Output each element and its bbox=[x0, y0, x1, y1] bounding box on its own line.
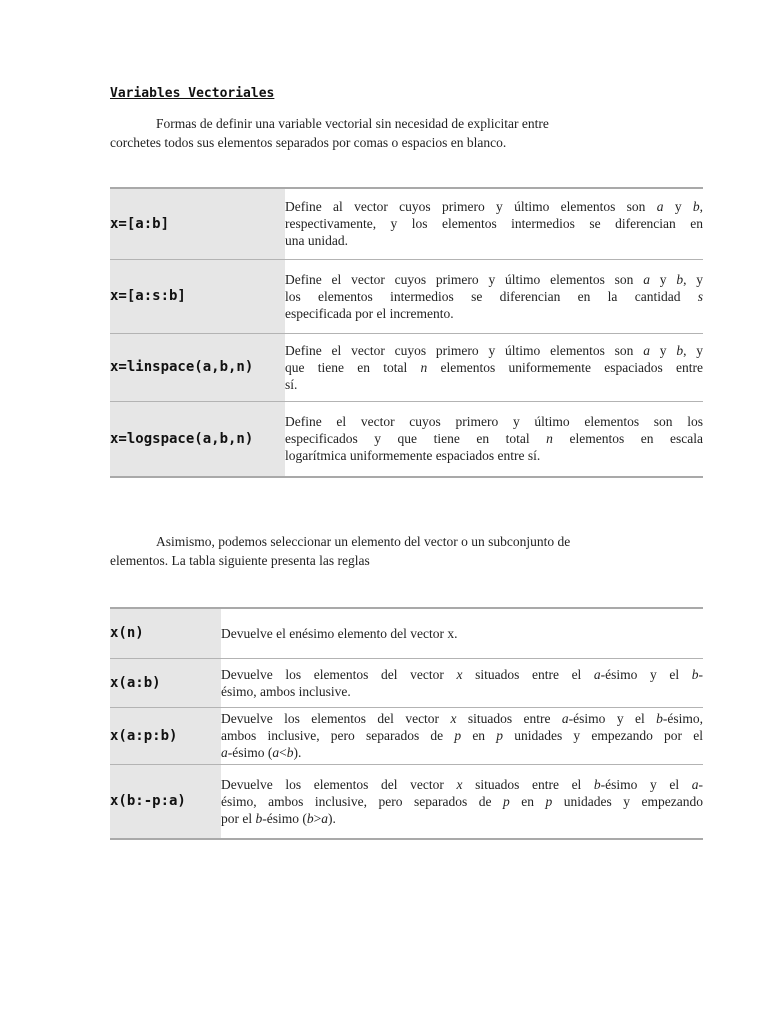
italic-variable: b bbox=[691, 666, 699, 682]
description-line: los elementos intermedios se diferencian en la cantidad s bbox=[285, 288, 703, 304]
syntax-cell: x(a:b) bbox=[110, 658, 221, 707]
description-line: Define al vector cuyos primero y último elementos son a y b, bbox=[285, 199, 704, 215]
description-line: Define el vector cuyos primero y último elementos son los bbox=[285, 414, 703, 430]
description-line: logarítmica uniformemente espaciados entre sí. bbox=[285, 448, 541, 464]
italic-variable: p bbox=[545, 793, 553, 809]
description-line: por el b-ésimo (b>a). bbox=[221, 810, 336, 826]
italic-variable: a bbox=[561, 711, 569, 726]
description-line: ambos inclusive, pero separados de p en p unidades y empezando por el bbox=[221, 728, 703, 743]
italic-variable: a bbox=[643, 342, 650, 358]
italic-variable: x bbox=[456, 666, 463, 682]
description-line: ésimo, ambos inclusive. bbox=[221, 683, 351, 699]
syntax-cell: x=logspace(a,b,n) bbox=[110, 401, 285, 477]
description-line: Define el vector cuyos primero y último elementos son a y b, y bbox=[285, 342, 704, 358]
description-cell bbox=[221, 608, 703, 658]
syntax-cell: x(b:-p:a) bbox=[110, 764, 221, 839]
italic-variable: x bbox=[450, 711, 457, 726]
italic-variable: p bbox=[496, 728, 504, 743]
syntax-cell: x(n) bbox=[110, 608, 221, 658]
description-line: sí. bbox=[285, 376, 298, 392]
table-row bbox=[110, 188, 703, 259]
description-line: Devuelve los elementos del vector x situados entre a-ésimo y el b-ésimo, bbox=[221, 711, 703, 726]
italic-variable: a bbox=[643, 271, 650, 287]
syntax-cell: x(a:p:b) bbox=[110, 707, 221, 764]
description-cell bbox=[285, 333, 703, 401]
description-cell bbox=[221, 658, 703, 707]
italic-variable: a bbox=[321, 810, 328, 826]
italic-variable: b bbox=[593, 776, 601, 792]
syntax-cell: x=[a:b] bbox=[110, 188, 285, 259]
description-line: una unidad. bbox=[285, 233, 348, 249]
description-line: especificada por el incremento. bbox=[285, 305, 454, 321]
italic-variable: b bbox=[255, 810, 263, 826]
italic-variable: b bbox=[676, 342, 684, 358]
table-row bbox=[110, 401, 703, 477]
table-row bbox=[110, 259, 703, 333]
vector-definition-table bbox=[110, 187, 703, 478]
selection-paragraph bbox=[110, 532, 630, 570]
document-title: Variables Vectoriales bbox=[110, 86, 275, 101]
description-line: Devuelve los elementos del vector x situados entre el b-ésimo y el a- bbox=[221, 776, 703, 792]
italic-variable: a bbox=[221, 745, 228, 760]
italic-variable: n bbox=[420, 359, 428, 375]
description-line: a-ésimo (a<b). bbox=[221, 745, 302, 760]
italic-variable: a bbox=[656, 199, 664, 215]
element-selection-table bbox=[110, 607, 703, 840]
syntax-cell: x=[a:s:b] bbox=[110, 259, 285, 333]
description-cell bbox=[285, 401, 703, 477]
italic-variable: b bbox=[676, 271, 684, 287]
description-line: respectivamente, y los elementos intermedios se diferencian en bbox=[285, 216, 703, 232]
table-row bbox=[110, 658, 703, 707]
description-cell bbox=[285, 259, 703, 333]
intro-line: corchetes todos sus elementos separados por comas o espacios en blanco. bbox=[110, 135, 507, 150]
syntax-cell: x=linspace(a,b,n) bbox=[110, 333, 285, 401]
italic-variable: a bbox=[593, 666, 601, 682]
description-line: especificados y que tiene en total n elementos en escala bbox=[285, 431, 703, 447]
italic-variable: p bbox=[502, 793, 510, 809]
description-cell bbox=[285, 188, 703, 259]
italic-variable: n bbox=[546, 431, 553, 447]
italic-variable: b bbox=[656, 711, 663, 726]
description-cell bbox=[221, 707, 703, 764]
selection-line: Asimismo, podemos seleccionar un elemento del vector o un subconjunto de bbox=[156, 534, 571, 549]
description-line: Define el vector cuyos primero y último elementos son a y b, y bbox=[285, 271, 704, 287]
table-row bbox=[110, 707, 703, 764]
intro-paragraph bbox=[110, 114, 630, 152]
intro-line: Formas de definir una variable vectorial sin necesidad de explicitar entre bbox=[156, 116, 549, 131]
description-cell bbox=[221, 764, 703, 839]
table-row bbox=[110, 764, 703, 839]
italic-variable: x bbox=[456, 776, 463, 792]
italic-variable: b bbox=[692, 199, 700, 215]
italic-variable: s bbox=[697, 288, 703, 304]
description-line: Devuelve el enésimo elemento del vector x. bbox=[221, 625, 458, 641]
selection-line: elementos. La tabla siguiente presenta las reglas bbox=[110, 553, 370, 568]
description-line: Devuelve los elementos del vector x situados entre el a-ésimo y el b- bbox=[221, 666, 703, 682]
table-row bbox=[110, 608, 703, 658]
italic-variable: p bbox=[454, 728, 462, 743]
italic-variable: b bbox=[306, 810, 314, 826]
italic-variable: a bbox=[691, 776, 699, 792]
table-row bbox=[110, 333, 703, 401]
italic-variable: b bbox=[286, 745, 294, 760]
description-line: ésimo, ambos inclusive, pero separados de p en p unidades y empezando bbox=[221, 793, 703, 809]
italic-variable: a bbox=[272, 745, 280, 760]
description-line: que tiene en total n elementos uniformemente espaciados entre bbox=[285, 359, 703, 375]
